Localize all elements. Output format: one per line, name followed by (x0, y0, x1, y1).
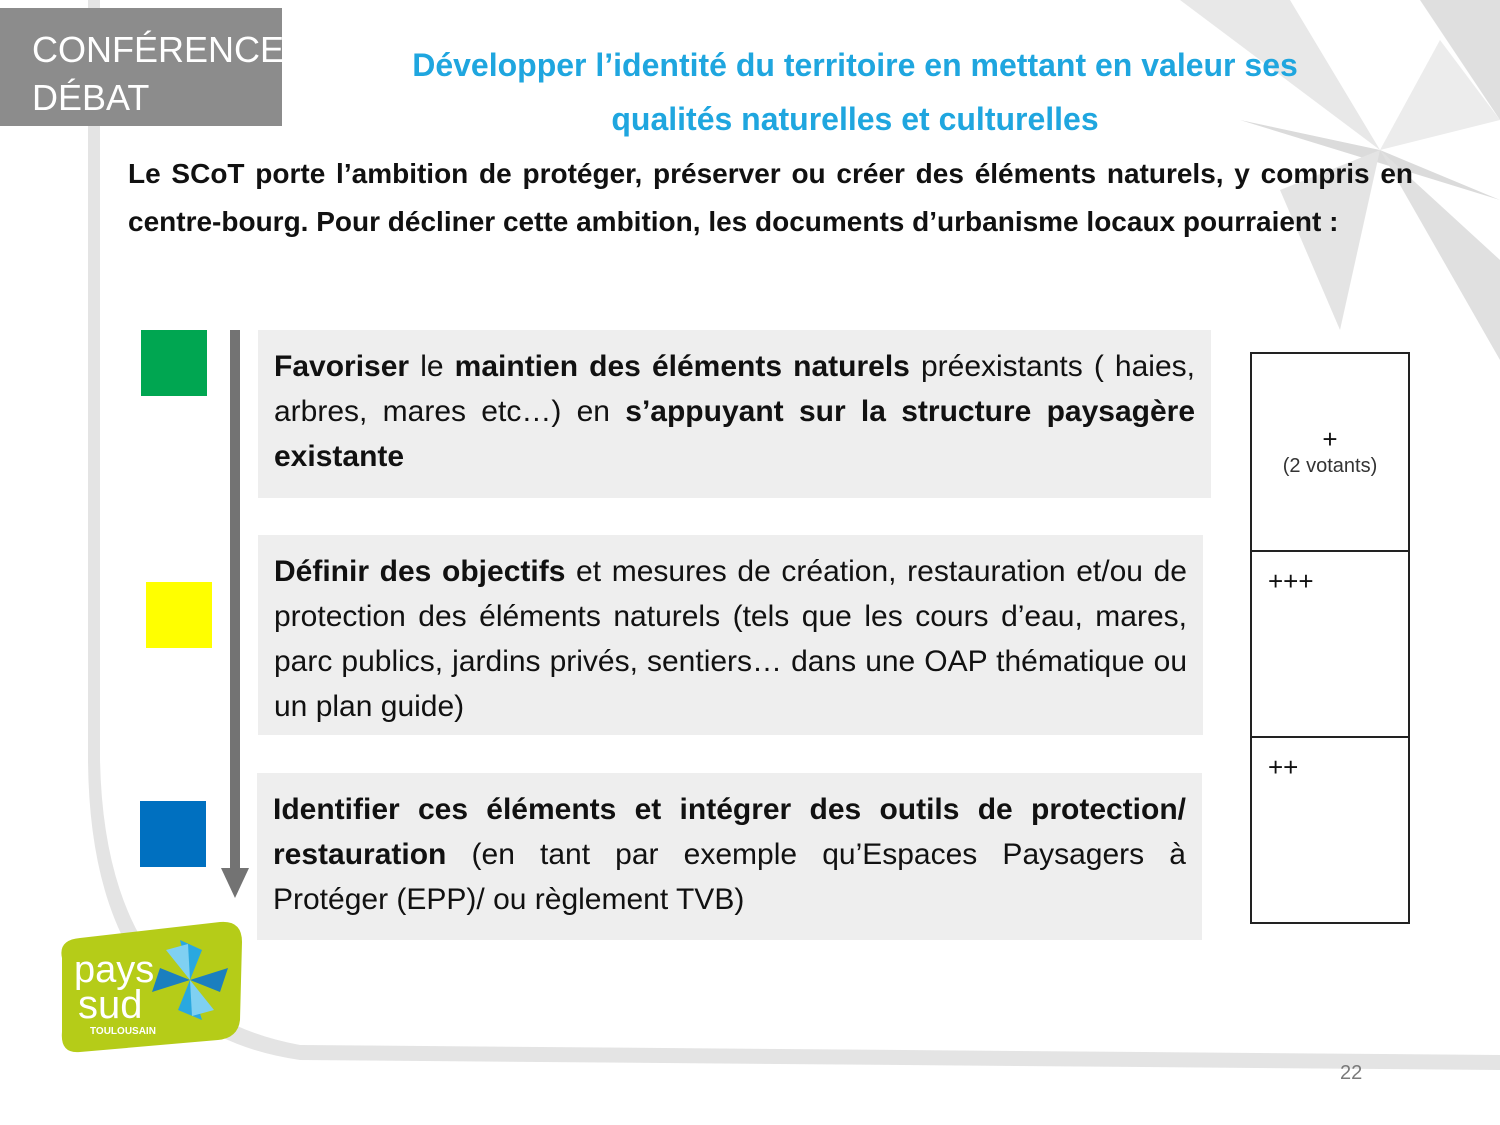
measure-3-bold-1: Identifier ces éléments et intégrer des outils de protection/ restauration (273, 793, 1186, 871)
priority-square-green (141, 330, 207, 396)
measure-1-bold-3: s’appuyant sur la structure paysagère existante (274, 395, 1195, 473)
title-line-2: qualités naturelles et culturelles (611, 101, 1099, 137)
page-number: 22 (1340, 1062, 1363, 1084)
vote-1-note: (2 votants) (1282, 455, 1378, 477)
priority-square-blue (140, 801, 206, 867)
vote-cell-1 (1250, 352, 1410, 552)
intro-paragraph: Le SCoT porte l’ambition de protéger, préserver ou créer des éléments naturels, y compris en centre-bourg. Pour décliner cette ambition, les documents d’urbanisme locaux pourraient : (128, 158, 1413, 237)
vote-1-value: + (1322, 424, 1338, 454)
measure-1-text-2: préexistants ( haies, arbres, mares etc…) en (274, 350, 1195, 428)
tag-line-2: DÉBAT (32, 77, 150, 118)
vote-2-value: +++ (1268, 566, 1314, 596)
title-line-1: Développer l’identité du territoire en mettant en valeur ses (412, 47, 1298, 83)
measure-2-bold-1: Définir des objectifs (274, 555, 566, 588)
measure-2-text-1: et mesures de création, restauration et/ou de protection des éléments naturels (tels que les cours d’eau, mares, parc publics, jardins privés, sentiers… dans une OAP thématique ou un plan guide) (274, 555, 1187, 723)
logo-word-sud: sud (78, 983, 143, 1027)
vote-3-value: ++ (1268, 752, 1299, 782)
measure-1-text-1: le (409, 350, 455, 383)
priority-arrow-shaft (230, 330, 240, 870)
measure-3-text-1: (en tant par exemple qu’Espaces Paysagers à Protéger (EPP)/ ou règlement TVB) (273, 838, 1186, 916)
measure-1-bold-2: maintien des éléments naturels (454, 350, 910, 383)
priority-square-yellow (146, 582, 212, 648)
measure-1-bold-1: Favoriser (274, 350, 410, 383)
slide-title (300, 38, 1410, 146)
measure-box-1 (258, 330, 1211, 498)
arrow-down-icon (221, 868, 249, 898)
vote-cell-2 (1250, 550, 1410, 738)
pays-sud-toulousain-logo (50, 920, 260, 1060)
measure-box-2 (258, 535, 1203, 735)
conference-debat-label (0, 8, 285, 126)
logo-word-pays: pays (74, 949, 155, 991)
vote-cell-3 (1250, 736, 1410, 924)
measure-box-3 (257, 773, 1202, 940)
tag-line-1: CONFÉRENCE (32, 29, 285, 70)
logo-word-toulousain: TOULOUSAIN (90, 1026, 156, 1037)
